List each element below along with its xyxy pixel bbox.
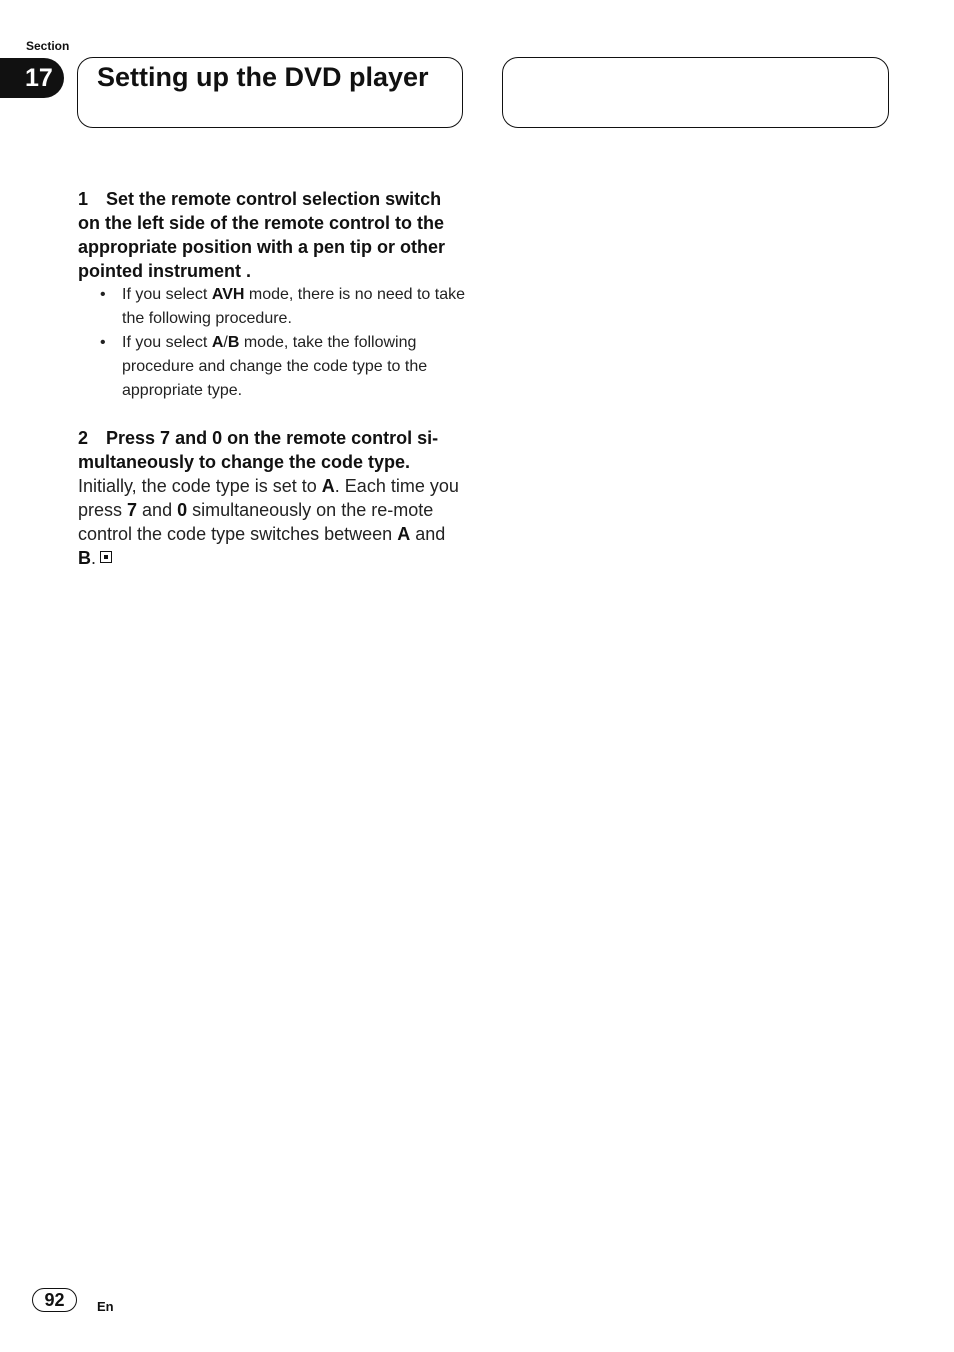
bullet-bold: B	[227, 334, 240, 351]
bullet-text: mode, there is no need to take the following procedure.	[122, 286, 466, 327]
body-text: and	[410, 524, 446, 544]
step-2-heading	[78, 426, 468, 474]
language-label: En	[97, 1299, 114, 1314]
content-column	[78, 187, 468, 570]
bullet-text: mode, take the following procedure and change the code type to the appropriate type.	[122, 334, 428, 399]
bullet-text: If you select	[122, 286, 212, 303]
bullet-text: If you select	[122, 334, 212, 351]
body-bold: A	[321, 476, 335, 496]
body-text: simultaneously on the re-mote control the code type switches between	[78, 500, 434, 544]
bullet-icon: •	[100, 334, 106, 351]
section-number-tab: 17	[0, 58, 64, 98]
body-bold: A	[397, 524, 411, 544]
list-item	[100, 283, 468, 331]
page-title: Setting up the DVD player	[97, 62, 429, 92]
step-2-heading-text: Press 7 and 0 on the remote control si-multaneously to change the code type.	[78, 428, 439, 472]
body-bold: B	[78, 548, 91, 568]
body-bold: 0	[177, 500, 188, 520]
body-bold: 7	[127, 500, 138, 520]
step-2-number: 2	[78, 428, 89, 448]
title-box	[77, 57, 463, 128]
body-text: and	[137, 500, 178, 520]
bullet-text: /	[223, 334, 228, 351]
page-number: 92	[32, 1288, 77, 1312]
body-text: . Each time you press	[78, 476, 459, 520]
side-title-box	[502, 57, 889, 128]
step-2-body	[78, 474, 468, 570]
step-1-bullets	[78, 283, 468, 403]
step-1-heading-text: Set the remote control selection switch on the left side of the remote control to the appropriate position with a pen tip or other pointed instrument .	[78, 189, 446, 281]
end-of-section-icon	[100, 551, 112, 563]
body-text: .	[91, 548, 97, 568]
step-1-heading	[78, 187, 468, 283]
bullet-bold: A	[211, 334, 224, 351]
list-item	[100, 331, 468, 403]
step-1-number: 1	[78, 189, 89, 209]
section-label: Section	[26, 39, 70, 53]
bullet-icon: •	[100, 286, 106, 303]
bullet-bold: AVH	[211, 286, 245, 303]
body-text: Initially, the code type is set to	[78, 476, 322, 496]
